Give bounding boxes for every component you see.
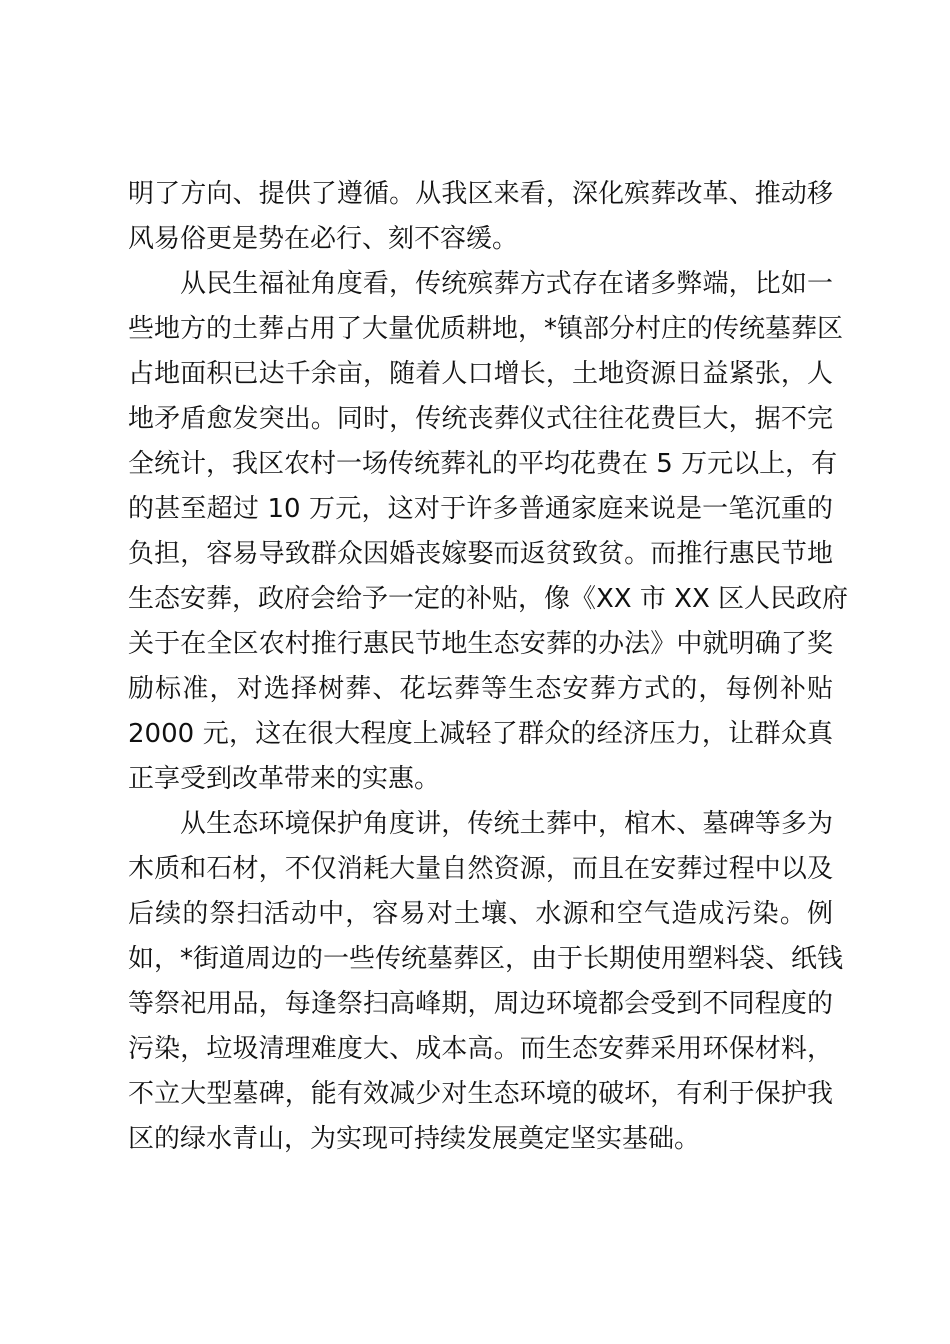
text-line: 地矛盾愈发突出。同时，传统丧葬仪式往往花费巨大，据不完	[128, 404, 833, 434]
text-line: 生态安葬，政府会给予一定的补贴，像《XX 市 XX 区人民政府	[128, 584, 849, 614]
text-line: 正享受到改革带来的实惠。	[128, 764, 441, 794]
paragraph-first-line: 从生态环境保护角度讲，传统土葬中，棺木、墓碑等多为	[180, 809, 833, 839]
text-line: 的甚至超过 10 万元，这对于许多普通家庭来说是一笔沉重的	[128, 494, 833, 524]
text-line: 全统计，我区农村一场传统葬礼的平均花费在 5 万元以上，有	[128, 449, 838, 479]
text-line: 负担，容易导致群众因婚丧嫁娶而返贫致贫。而推行惠民节地	[128, 539, 833, 569]
text-line: 不立大型墓碑，能有效减少对生态环境的破坏，有利于保护我	[128, 1079, 833, 1109]
text-line: 区的绿水青山，为实现可持续发展奠定坚实基础。	[128, 1124, 701, 1154]
text-line: 风易俗更是势在必行、刻不容缓。	[128, 224, 519, 254]
text-line: 占地面积已达千余亩，随着人口增长，土地资源日益紧张，人	[128, 359, 833, 389]
text-line: 污染，垃圾清理难度大、成本高。而生态安葬采用环保材料，	[128, 1034, 833, 1064]
text-line: 些地方的土葬占用了大量优质耕地，*镇部分村庄的传统墓葬区	[128, 314, 844, 344]
text-line: 后续的祭扫活动中，容易对土壤、水源和空气造成污染。例	[128, 899, 833, 929]
text-line: 木质和石材，不仅消耗大量自然资源，而且在安葬过程中以及	[128, 854, 833, 884]
text-line: 如，*街道周边的一些传统墓葬区，由于长期使用塑料袋、纸钱	[128, 944, 844, 974]
text-line: 明了方向、提供了遵循。从我区来看，深化殡葬改革、推动移	[128, 179, 833, 209]
text-line: 2000 元，这在很大程度上减轻了群众的经济压力，让群众真	[128, 719, 833, 749]
text-line: 关于在全区农村推行惠民节地生态安葬的办法》中就明确了奖	[128, 629, 833, 659]
paragraph-first-line: 从民生福祉角度看，传统殡葬方式存在诸多弊端，比如一	[180, 269, 833, 299]
document-body	[128, 172, 849, 1162]
text-line: 励标准，对选择树葬、花坛葬等生态安葬方式的，每例补贴	[128, 674, 833, 704]
text-line: 等祭祀用品，每逢祭扫高峰期，周边环境都会受到不同程度的	[128, 989, 833, 1019]
